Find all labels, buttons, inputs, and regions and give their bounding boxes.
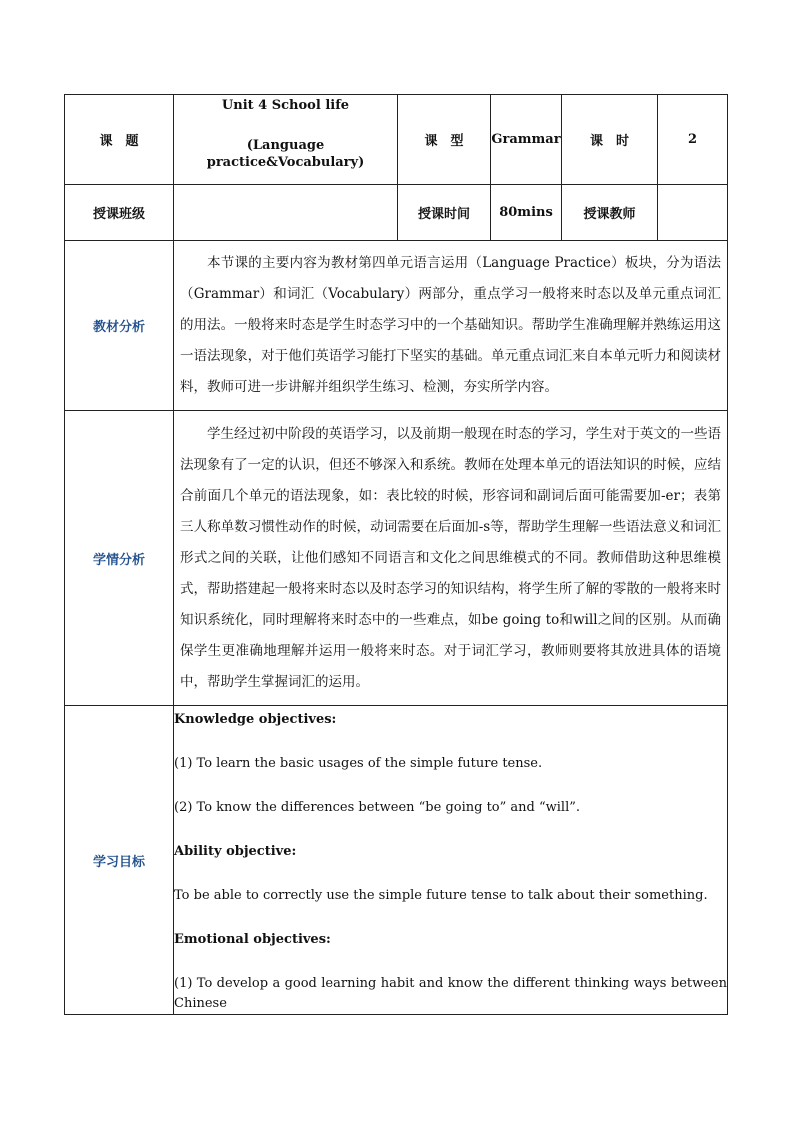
student-analysis-label: 学情分析	[65, 411, 174, 706]
teacher-label: 授课教师	[562, 185, 658, 241]
lesson-plan-table	[64, 94, 728, 1015]
header-row	[65, 95, 728, 185]
class-info-row	[65, 185, 728, 241]
student-analysis-text: 学生经过初中阶段的英语学习，以及前期一般现在时态的学习，学生对于英文的一些语法现象有了一定的认识，但还不够深入和系统。教师在处理本单元的语法知识的时候，应结合前面几个单元的语法现象，如：表比较的时候，形容词和副词后面可能需要加-er；表第三人称单数习惯性动作的时候，动词需要在后面加-s等，帮助学生理解一些语法意义和词汇形式之间的关联，让他们感知不同语言和文化之间思维模式的不同。教师借助这种思维模式，帮助搭建起一般将来时态以及时态学习的知识结构，将学生所了解的零散的一般将来时知识系统化，同时理解将来时态中的一些难点，如be going to和will之间的区别。从而确保学生更准确地理解并运用一般将来时态。对于词汇学习，教师则要将其放进具体的语境中，帮助学生掌握词汇的运用。	[180, 425, 721, 690]
course-title-line1: Unit 4 School life	[221, 98, 350, 114]
period-label: 课 时	[562, 95, 658, 185]
textbook-analysis-text: 本节课的主要内容为教材第四单元语言运用（Language Practice）板块，分为语法（Grammar）和词汇（Vocabulary）两部分，重点学习一般将来时态以及单元重点词汇的用法。一般将来时态是学生时态学习中的一个基础知识。帮助学生准确理解并熟练运用这一语法现象，对于他们英语学习能打下坚实的基础。单元重点词汇来自本单元听力和阅读材料，教师可进一步讲解并组织学生练习、检测，夯实所学内容。	[180, 255, 721, 395]
knowledge-item-2: (2) To know the differences between “be going to” and “will”.	[174, 800, 581, 815]
time-value: 80mins	[491, 185, 562, 241]
objectives-cell	[174, 706, 728, 1015]
knowledge-heading: Knowledge objectives:	[174, 712, 337, 727]
textbook-analysis-cell	[174, 241, 728, 411]
emotional-item-1: (1) To develop a good learning habit and know the different thinking ways between Chinese	[174, 976, 727, 1011]
type-label: 课 型	[398, 95, 491, 185]
course-label: 课 题	[65, 95, 174, 185]
student-analysis-cell	[174, 411, 728, 706]
course-title-cell	[174, 95, 398, 185]
textbook-analysis-row	[65, 241, 728, 411]
student-analysis-row	[65, 411, 728, 706]
class-value	[174, 185, 398, 241]
time-label: 授课时间	[398, 185, 491, 241]
knowledge-item-1: (1) To learn the basic usages of the simple future tense.	[174, 756, 543, 771]
ability-heading: Ability objective:	[174, 844, 297, 859]
objectives-label: 学习目标	[65, 706, 174, 1015]
class-label: 授课班级	[65, 185, 174, 241]
textbook-analysis-label: 教材分析	[65, 241, 174, 411]
ability-item-1: To be able to correctly use the simple future tense to talk about their something.	[174, 888, 708, 903]
objectives-row	[65, 706, 728, 1015]
type-value: Grammar	[491, 95, 562, 185]
period-value: 2	[658, 95, 728, 185]
teacher-value	[658, 185, 728, 241]
course-title-line2: (Language practice&Vocabulary)	[206, 138, 365, 170]
emotional-heading: Emotional objectives:	[174, 932, 331, 947]
